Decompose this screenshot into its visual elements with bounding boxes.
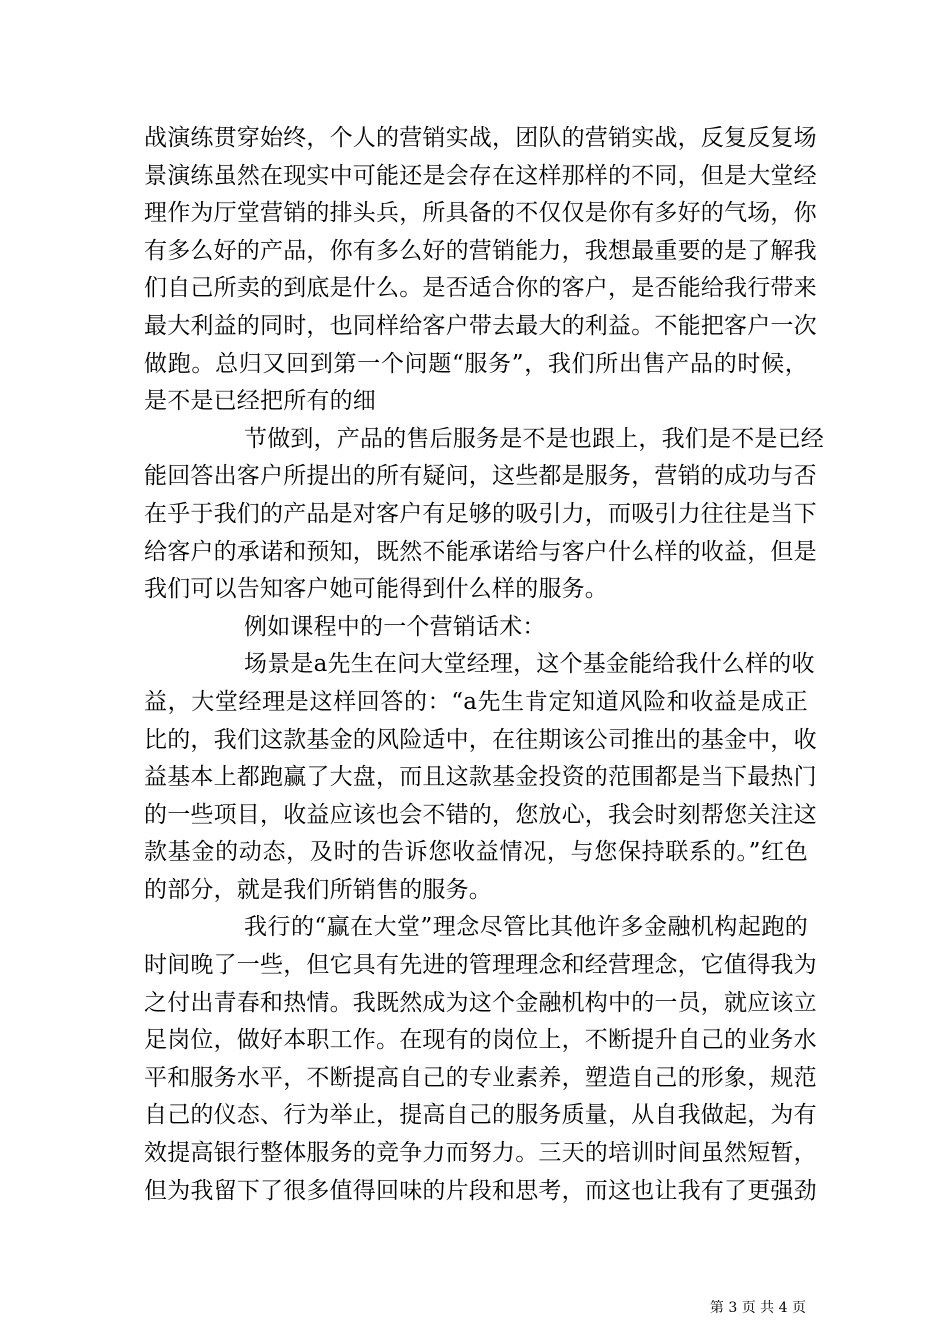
text-line: 效提高银行整体服务的竞争力而努力。三天的培训时间虽然短暂， xyxy=(144,1140,817,1167)
body-text xyxy=(144,120,824,1210)
text-line: 时间晚了一些，但它具有先进的管理理念和经营理念，它值得我为 xyxy=(144,952,817,979)
text-line: 自己的仪态、行为举止，提高自己的服务质量，从自我做起，为有 xyxy=(144,1102,817,1129)
text-line: 景演练虽然在现实中可能还是会存在这样那样的不同，但是大堂经 xyxy=(144,162,817,189)
page-number: 第 3 页 共 4 页 xyxy=(709,1300,806,1316)
text-line: 平和服务水平，不断提高自己的专业素养，塑造自己的形象，规范 xyxy=(144,1064,817,1091)
text-line: 场景是a先生在问大堂经理，这个基金能给我什么样的收 xyxy=(244,651,815,678)
text-line: 理作为厅堂营销的排头兵，所具备的不仅仅是你有多好的气场，你 xyxy=(144,200,817,227)
text-line: 我们可以告知客户她可能得到什么样的服务。 xyxy=(144,576,608,603)
text-line: 的一些项目，收益应该也会不错的，您放心，我会时刻帮您关注这 xyxy=(144,801,817,828)
text-line: 能回答出客户所提出的所有疑问，这些都是服务，营销的成功与否 xyxy=(144,463,817,490)
text-line: 有多么好的产品，你有多么好的营销能力，我想最重要的是了解我 xyxy=(144,237,817,264)
text-line: 节做到，产品的售后服务是不是也跟上，我们是不是已经 xyxy=(244,425,824,452)
text-line: 款基金的动态，及时的告诉您收益情况，与您保持联系的。”红色 xyxy=(144,839,808,866)
text-line: 做跑。总归又回到第一个问题“服务”，我们所出售产品的时候， xyxy=(144,350,808,377)
text-line: 给客户的承诺和预知，既然不能承诺给与客户什么样的收益，但是 xyxy=(144,538,817,565)
text-line: 战演练贯穿始终，个人的营销实战，团队的营销实战，反复反复场 xyxy=(144,125,817,151)
text-line: 例如课程中的一个营销话术： xyxy=(244,613,546,640)
text-line: 益，大堂经理是这样回答的：“a先生肯定知道风险和收益是成正 xyxy=(144,688,808,715)
text-line: 是不是已经把所有的细 xyxy=(144,388,376,415)
text-line: 益基本上都跑赢了大盘，而且这款基金投资的范围都是当下最热门 xyxy=(144,764,817,791)
text-line: 们自己所卖的到底是什么。是否适合你的客户，是否能给我行带来 xyxy=(144,275,817,302)
text-line: 足岗位，做好本职工作。在现有的岗位上，不断提升自己的业务水 xyxy=(144,1027,817,1054)
text-line: 的部分，就是我们所销售的服务。 xyxy=(144,876,492,903)
text-line: 之付出青春和热情。我既然成为这个金融机构中的一员，就应该立 xyxy=(144,989,817,1016)
text-line: 最大利益的同时，也同样给客户带去最大的利益。不能把客户一次 xyxy=(144,312,817,339)
text-line: 在乎于我们的产品是对客户有足够的吸引力，而吸引力往往是当下 xyxy=(144,500,817,527)
text-line: 我行的“赢在大堂”理念尽管比其他许多金融机构起跑的 xyxy=(244,914,808,941)
text-line: 但为我留下了很多值得回味的片段和思考，而这也让我有了更强劲 xyxy=(144,1177,817,1204)
text-line: 比的，我们这款基金的风险适中，在往期该公司推出的基金中，收 xyxy=(144,726,817,753)
